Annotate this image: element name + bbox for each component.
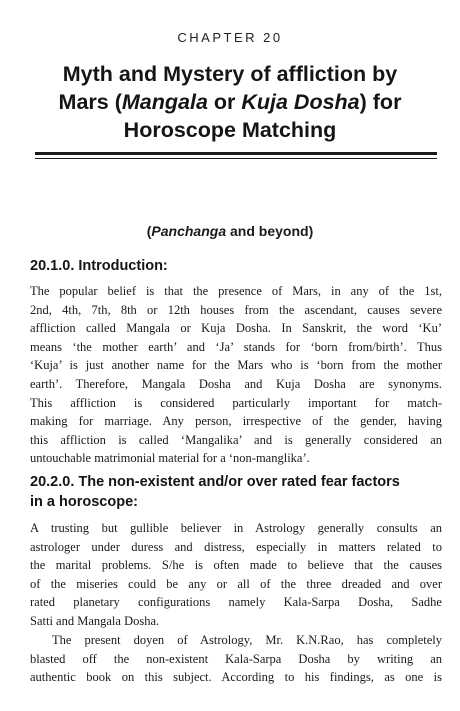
text-line: Satti and Mangala Dosha. bbox=[30, 613, 160, 628]
text-line: affliction called Mangala or Kuja Dosha. In Sanskrit, the word ‘Ku’ bbox=[30, 321, 442, 336]
title-rule-thin bbox=[35, 158, 437, 159]
text-line: 2nd, 4th, 7th, 8th or 12th houses from the ascendant, causes severe bbox=[30, 302, 442, 317]
text-line: the marital problems. S/he is often made to believe that the causes bbox=[30, 558, 442, 573]
text-line: making for marriage. Any person, irrespective of the gender, having bbox=[30, 414, 442, 429]
text-line: authentic book on this subject. According to his findings, as one is bbox=[30, 670, 442, 685]
text-line: This affliction is considered particularly important for match- bbox=[30, 395, 442, 410]
chapter-label: CHAPTER 20 bbox=[177, 30, 283, 45]
title-line-3: Horoscope Matching bbox=[123, 118, 337, 142]
section-subtitle: (Panchanga and beyond) bbox=[146, 223, 314, 239]
text-line: The present doyen of Astrology, Mr. K.N.Rao, has completely bbox=[52, 633, 442, 647]
fear-factors-paragraph-2 bbox=[30, 631, 442, 687]
text-line: astrologer under duress and distress, especially in matters related to bbox=[30, 539, 442, 554]
text-line: this affliction is called ‘Mangalika’ and is generally considered an bbox=[30, 432, 442, 447]
title-rule-thick bbox=[35, 152, 437, 155]
section-heading-fear-factors: 20.2.0. The non-existent and/or over rated fear factors in a horoscope: bbox=[30, 474, 400, 510]
text-line: blasted off the non-existent Kala-Sarpa Dosha by writing an bbox=[30, 651, 442, 666]
text-line: earth’. Therefore, Mangala Dosha and Kuja Dosha are synonyms. bbox=[30, 376, 442, 391]
text-line: of the miseries could be any or all of the three dreaded and over bbox=[30, 576, 442, 591]
text-line: rated planetary configurations namely Kala-Sarpa Dosha, Sadhe bbox=[30, 595, 442, 610]
fear-factors-paragraph-1 bbox=[30, 519, 442, 631]
text-line: The popular belief is that the presence of Mars, in any of the 1st, bbox=[30, 284, 442, 298]
text-line: ‘Kuja’ is just another name for the Mars who is ‘born from the mother bbox=[30, 358, 442, 373]
text-line: untouchable matrimonial material for a ‘non-manglika’. bbox=[30, 451, 310, 466]
text-line: means ‘the mother earth’ and ‘Ja’ stands for ‘born from/birth’. Thus bbox=[30, 339, 442, 354]
title-line-1: Myth and Mystery of affliction by bbox=[62, 62, 398, 86]
text-line: A trusting but gullible believer in Astrology generally consults an bbox=[30, 521, 442, 535]
introduction-paragraph bbox=[30, 282, 442, 468]
title-line-2: Mars (Mangala or Kuja Dosha) for bbox=[58, 90, 402, 114]
section-heading-introduction: 20.1.0. Introduction: bbox=[30, 258, 168, 274]
chapter-title bbox=[22, 60, 438, 144]
